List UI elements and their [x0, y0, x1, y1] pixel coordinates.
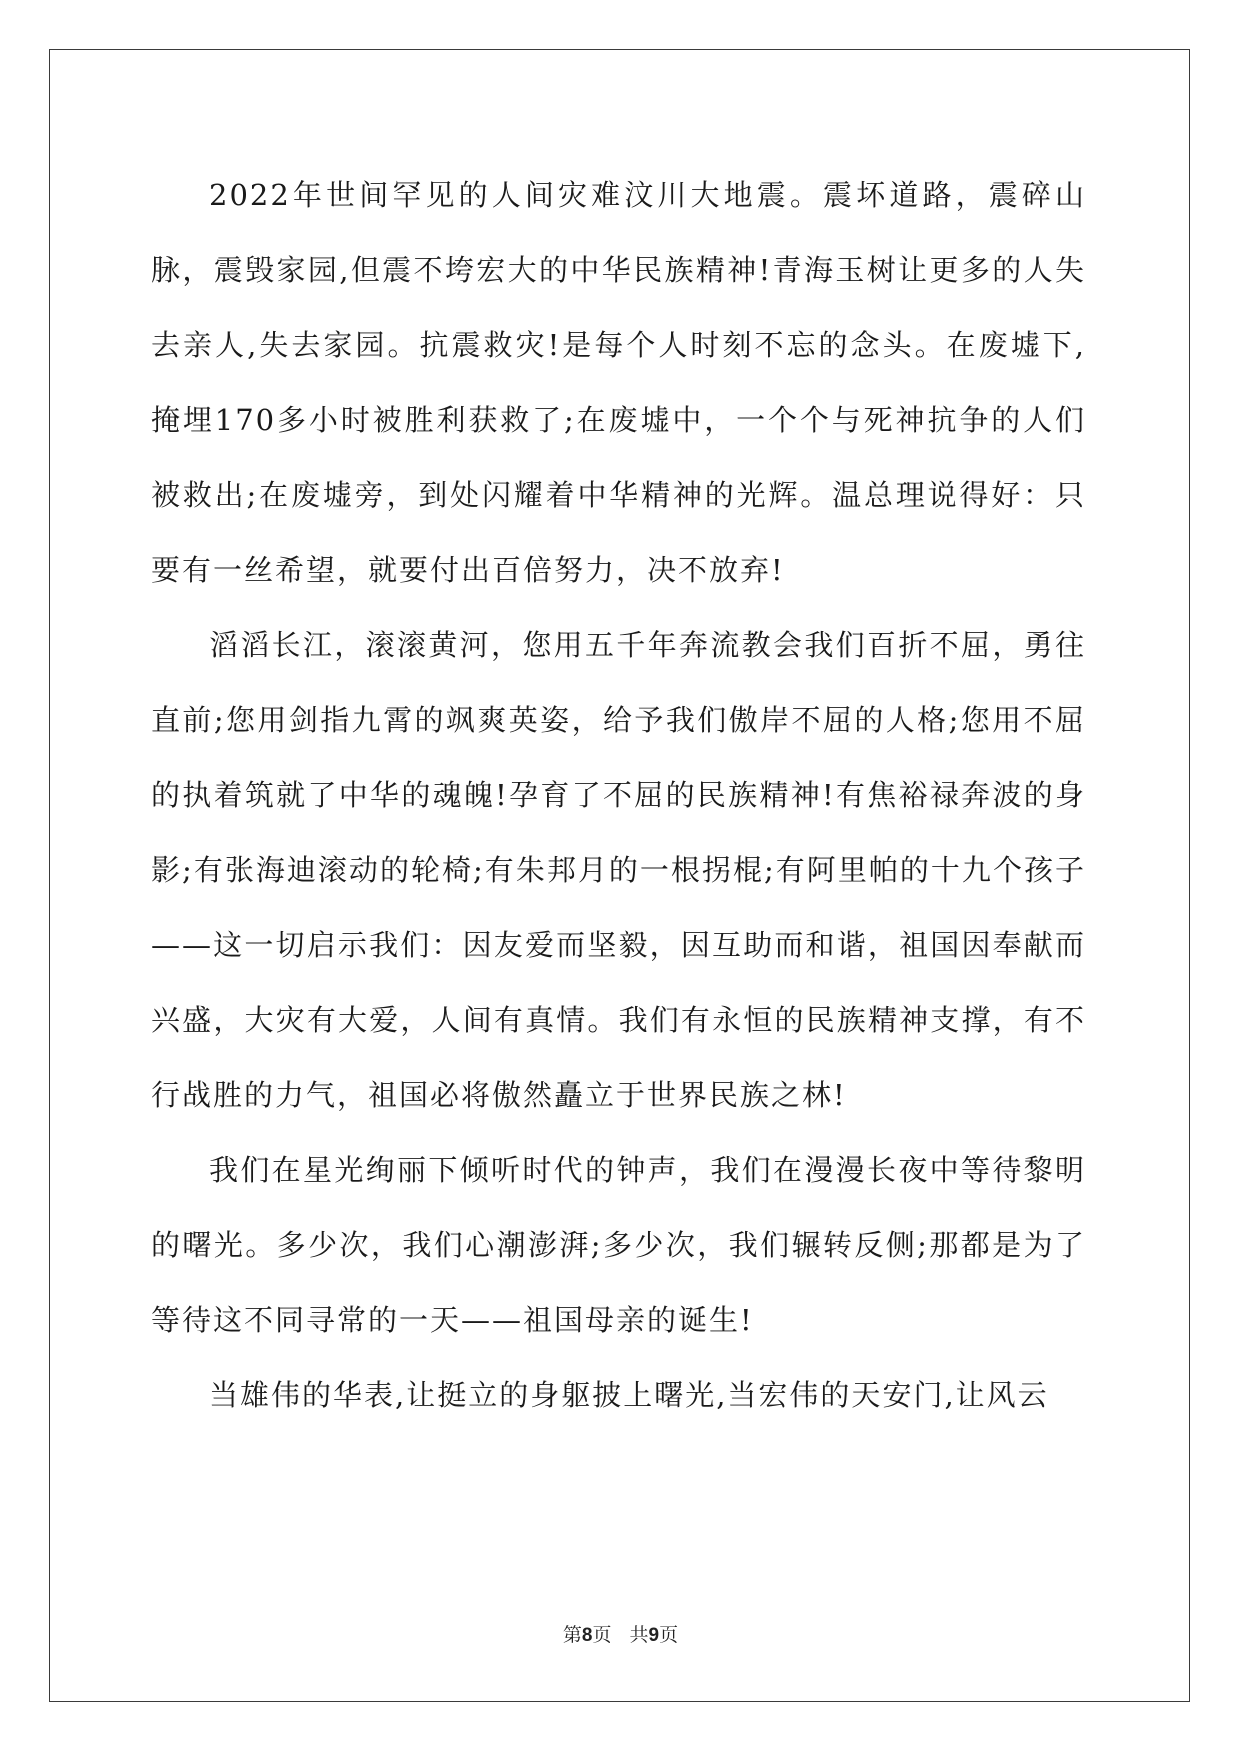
paragraph: 滔滔长江，滚滚黄河，您用五千年奔流教会我们百折不屈，勇往直前;您用剑指九霄的飒爽英姿，给予我们傲岸不屈的人格;您用不屈的执着筑就了中华的魂魄!孕育了不屈的民族精神!有焦裕禄奔波的身影;有张海迪滚动的轮椅;有朱邦月的一根拐棍;有阿里帕的十九个孩子——这一切启示我们：因友爱而坚毅，因互助而和谐，祖国因奉献而兴盛，大灾有大爱，人间有真情。我们有永恒的民族精神支撑，有不行战胜的力气，祖国必将傲然矗立于世界民族之林!	[151, 628, 1086, 1112]
paragraph: 我们在星光绚丽下倾听时代的钟声，我们在漫漫长夜中等待黎明的曙光。多少次，我们心潮澎湃;多少次，我们辗转反侧;那都是为了等待这不同寻常的一天——祖国母亲的诞生!	[151, 1153, 1086, 1337]
current-page-number: 8	[581, 1625, 593, 1646]
footer-total-prefix: 共	[629, 1624, 649, 1646]
footer-page-suffix: 页	[592, 1624, 612, 1646]
page-footer	[0, 1620, 1241, 1647]
paragraph: 2022年世间罕见的人间灾难汶川大地震。震坏道路，震碎山脉，震毁家园,但震不垮宏大的中华民族精神!青海玉树让更多的人失去亲人,失去家园。抗震救灾!是每个人时刻不忘的念头。在废墟下,掩埋170多小时被胜利获救了;在废墟中，一个个与死神抗争的人们被救出;在废墟旁，到处闪耀着中华精神的光辉。温总理说得好：只要有一丝希望，就要付出百倍努力，决不放弃!	[151, 178, 1086, 587]
paragraph: 当雄伟的华表,让挺立的身躯披上曙光,当宏伟的天安门,让风云	[209, 1378, 1049, 1412]
body-text	[151, 158, 1086, 1433]
footer-total-suffix: 页	[659, 1624, 679, 1646]
footer-prefix: 第	[562, 1624, 582, 1646]
total-pages-number: 9	[648, 1625, 660, 1646]
